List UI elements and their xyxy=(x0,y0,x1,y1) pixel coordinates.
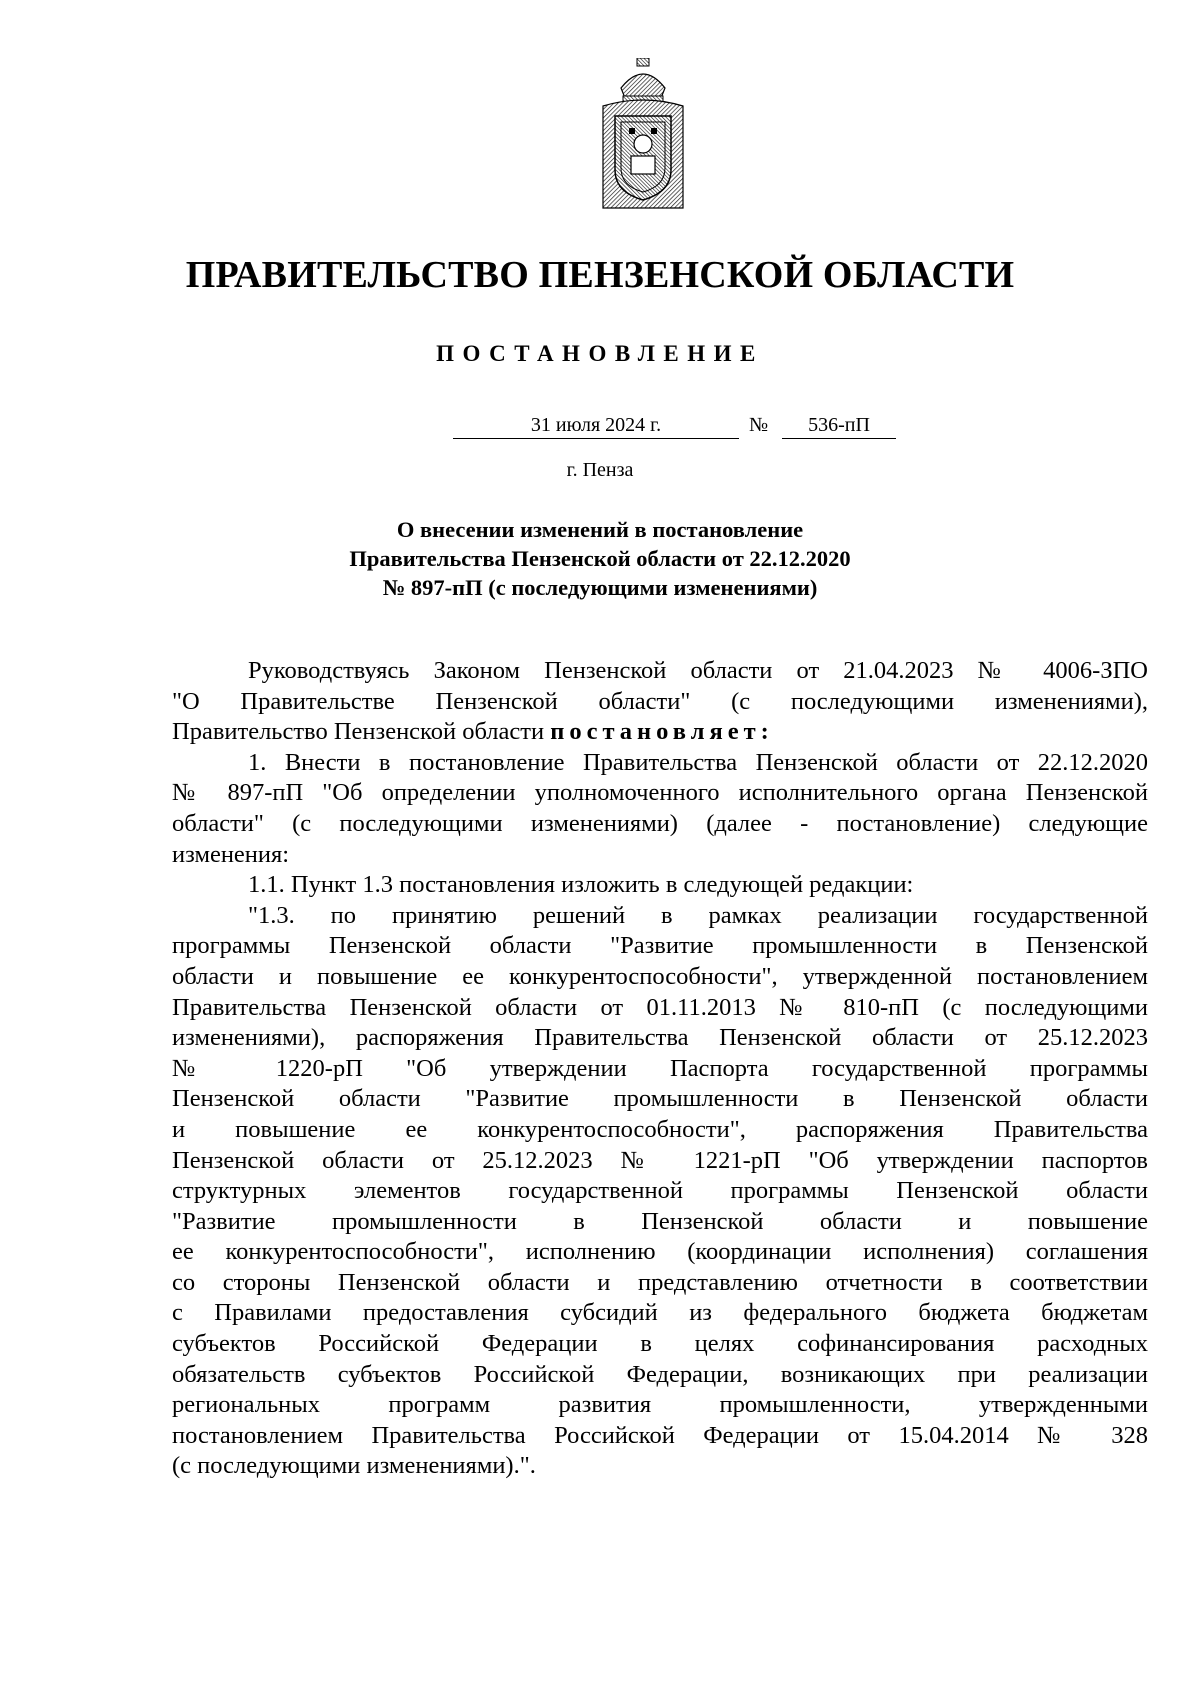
quote-line: ее конкурентоспособности", исполнению (координации исполнения) соглашения xyxy=(172,1238,1148,1266)
document-body xyxy=(172,656,1148,1482)
item-1-line: изменения: xyxy=(172,840,290,868)
item-1-line: области" (с последующими изменениями) (далее - постановление) следующие xyxy=(172,809,1148,837)
quote-line: постановлением Правительства Российской Федерации от 15.04.2014 № 328 xyxy=(172,1421,1148,1449)
number-sign: № xyxy=(749,414,769,436)
subject-line: № 897-пП (с последующими изменениями) xyxy=(382,575,818,600)
quote-line: с Правилами предоставления субсидий из федерального бюджета бюджетам xyxy=(172,1299,1148,1327)
document-type: ПОСТАНОВЛЕНИЕ xyxy=(436,341,764,366)
quote-line: структурных элементов государственной программы Пензенской области xyxy=(172,1177,1148,1205)
document-meta xyxy=(0,412,1200,442)
preamble-line: Руководствуясь Законом Пензенской области от 21.04.2023 № 4006-ЗПО xyxy=(248,657,1148,684)
document-subject xyxy=(0,515,1200,602)
quote-line: Пензенской области от 25.12.2023 № 1221-рП "Об утверждении паспортов xyxy=(172,1146,1148,1174)
quote-line: Правительства Пензенской области от 01.11.2013 № 810-пП (с последующими xyxy=(172,993,1148,1021)
document-number: 536-пП xyxy=(782,412,896,439)
preamble-line xyxy=(172,717,1148,748)
coat-of-arms-emblem xyxy=(599,58,687,210)
quote-line: программы Пензенской области "Развитие промышленности в Пензенской xyxy=(172,932,1148,960)
quote-line: со стороны Пензенской области и представлению отчетности в соответствии xyxy=(172,1268,1148,1296)
document-date: 31 июля 2024 г. xyxy=(453,412,739,439)
item-1-1-line: 1.1. Пункт 1.3 постановления изложить в следующей редакции: xyxy=(248,871,914,899)
decree-verb: постановляет: xyxy=(550,718,774,746)
quote-line: изменениями), распоряжения Правительства Пензенской области от 25.12.2023 xyxy=(172,1024,1148,1052)
quote-line: региональных программ развития промышленности, утвержденными xyxy=(172,1391,1148,1419)
document-city: г. Пенза xyxy=(566,459,634,481)
item-1-line: № 897-пП "Об определении уполномоченного исполнительного органа Пензенской xyxy=(172,779,1148,807)
quote-line: (с последующими изменениями).". xyxy=(172,1452,536,1480)
quote-line: обязательств субъектов Российской Федерации, возникающих при реализации xyxy=(172,1360,1148,1388)
quote-line: Пензенской области "Развитие промышленности в Пензенской области xyxy=(172,1085,1148,1113)
subject-line: Правительства Пензенской области от 22.12.2020 xyxy=(349,546,851,571)
preamble-subject: Правительство Пензенской области xyxy=(172,718,551,746)
government-title: ПРАВИТЕЛЬСТВО ПЕНЗЕНСКОЙ ОБЛАСТИ xyxy=(185,254,1015,296)
quote-line: "1.3. по принятию решений в рамках реализации государственной xyxy=(248,901,1148,929)
quote-line: "Развитие промышленности в Пензенской области и повышение xyxy=(172,1207,1148,1235)
item-1-line: 1. Внести в постановление Правительства Пензенской области от 22.12.2020 xyxy=(248,748,1148,776)
preamble-line: "О Правительстве Пензенской области" (с последующими изменениями), xyxy=(172,687,1148,715)
quote-line: субъектов Российской Федерации в целях софинансирования расходных xyxy=(172,1330,1148,1358)
quote-line: и повышение ее конкурентоспособности", распоряжения Правительства xyxy=(172,1115,1148,1143)
quote-line: № 1220-рП "Об утверждении Паспорта государственной программы xyxy=(172,1054,1148,1082)
subject-line: О внесении изменений в постановление xyxy=(396,517,804,542)
quote-line: области и повышение ее конкурентоспособности", утвержденной постановлением xyxy=(172,962,1148,990)
